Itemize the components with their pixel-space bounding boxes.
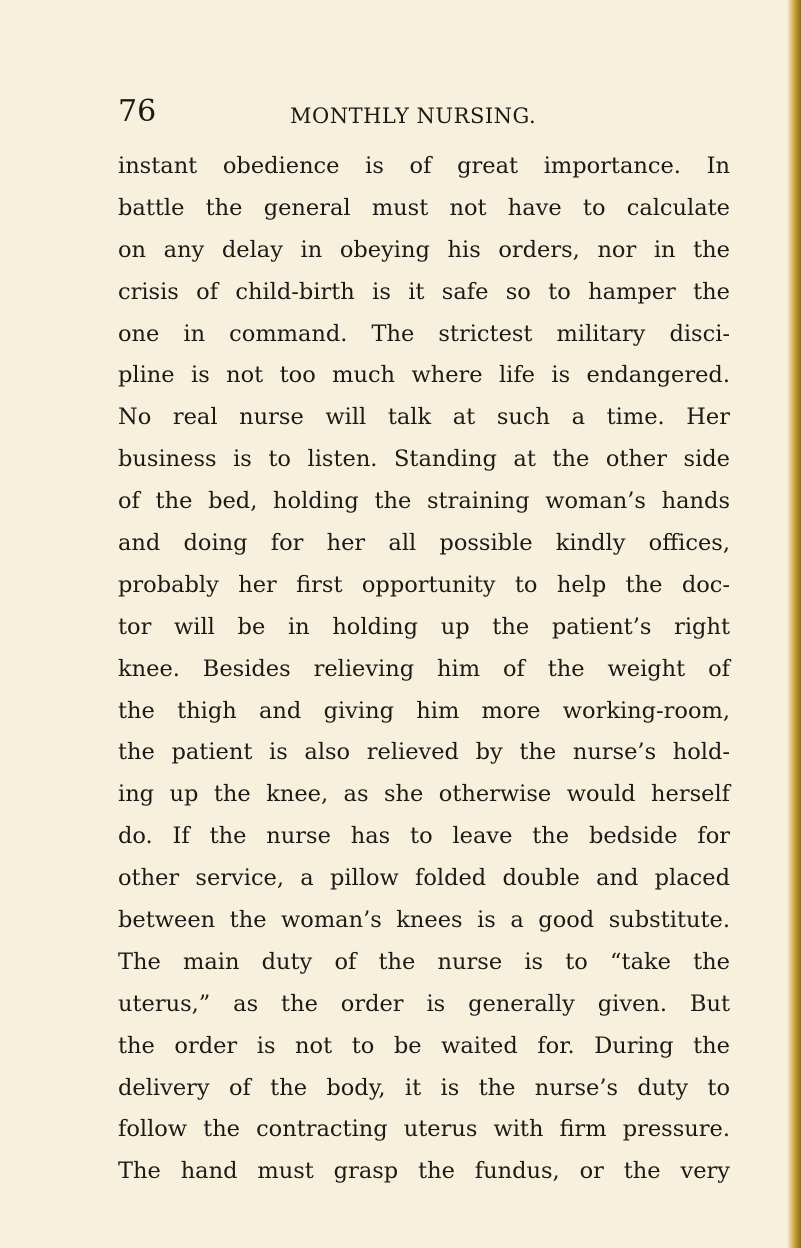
page-number: 76 <box>118 94 157 129</box>
text-line: on any delay in obeying his orders, nor in the <box>118 236 730 263</box>
text-line: the patient is also relieved by the nurse’s hold- <box>118 739 730 766</box>
text-line: business is to listen. Standing at the other side <box>118 446 730 473</box>
text-line: knee. Besides relieving him of the weight of <box>118 655 730 682</box>
text-line: of the bed, holding the straining woman’s hands <box>118 488 730 515</box>
running-head: MONTHLY NURSING. <box>290 104 537 128</box>
text-line: tor will be in holding up the patient’s right <box>118 613 730 640</box>
text-line: No real nurse will talk at such a time. Her <box>118 404 730 431</box>
text-line: crisis of child-birth is it safe so to hamper the <box>118 278 730 305</box>
text-line: The hand must grasp the fundus, or the very <box>118 1158 730 1185</box>
text-line: other service, a pillow folded double and placed <box>118 865 730 892</box>
text-line: ing up the knee, as she otherwise would herself <box>118 781 730 808</box>
text-line: uterus,” as the order is generally given. But <box>118 990 730 1017</box>
text-line: the order is not to be waited for. During the <box>118 1032 730 1059</box>
text-line: battle the general must not have to calculate <box>118 194 730 221</box>
body-text <box>118 146 730 1193</box>
text-line: probably her first opportunity to help the doc- <box>118 571 730 598</box>
text-line: instant obedience is of great importance. In <box>118 153 730 179</box>
text-line: The main duty of the nurse is to “take the <box>118 948 730 975</box>
text-line: pline is not too much where life is endangered. <box>118 362 730 389</box>
text-line: follow the contracting uterus with firm pressure. <box>118 1116 730 1143</box>
page-header <box>118 92 730 132</box>
text-line: between the woman’s knees is a good substitute. <box>118 907 730 934</box>
text-line: one in command. The strictest military disci- <box>118 320 730 347</box>
text-line: and doing for her all possible kindly offices, <box>118 530 730 557</box>
text-line: delivery of the body, it is the nurse’s duty to <box>118 1074 730 1101</box>
page-edge <box>787 0 801 1248</box>
text-line: do. If the nurse has to leave the bedside for <box>118 823 730 850</box>
text-line: the thigh and giving him more working-room, <box>118 697 730 724</box>
